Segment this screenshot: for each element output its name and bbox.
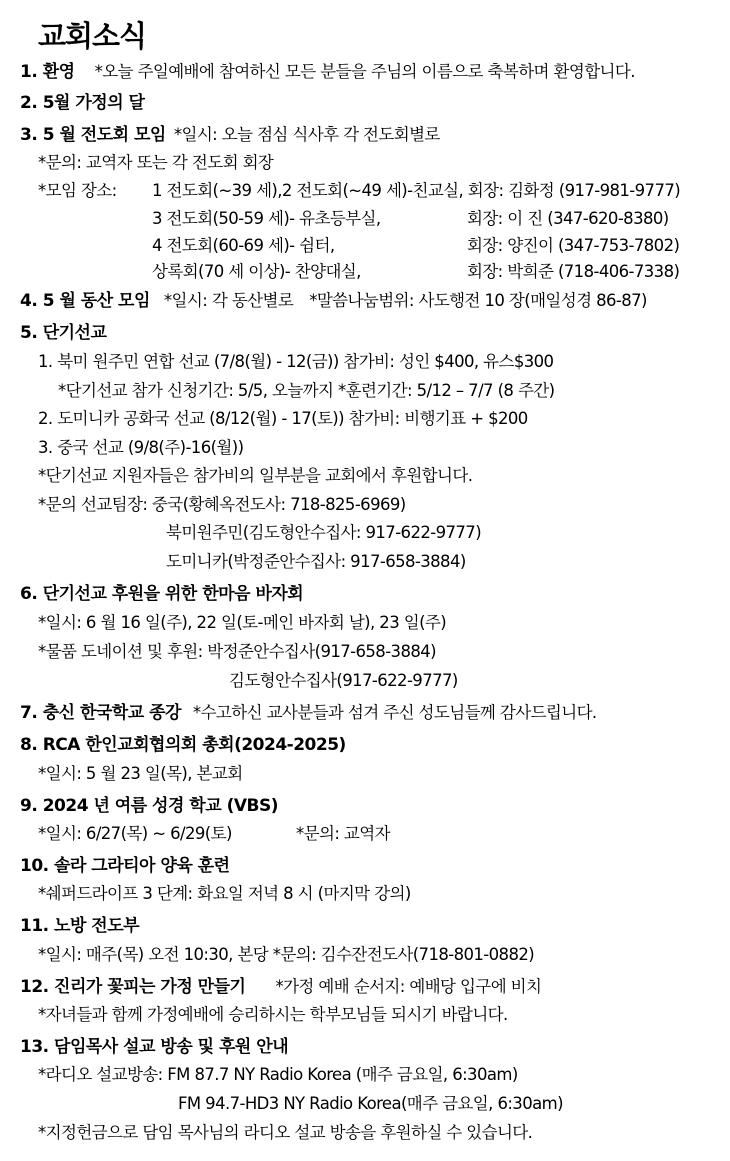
item-11 (20, 915, 139, 937)
item-8-line-1: *일시: 5 월 23 일(목), 본교회 (38, 764, 243, 783)
item-11-heading: 11. 노방 전도부 (20, 916, 140, 936)
item-2-heading: 2. 5월 가정의 달 (20, 93, 145, 113)
item-3-line-10: 회장: 박희준 (718-406-7338) (467, 262, 680, 281)
item-7 (20, 702, 597, 724)
item-3-line-4: 1 전도회(~39 세),2 전도회(~49 세)-친교실, 회장: 김화정 (917-981-9777) (152, 181, 681, 200)
item-13-line-2: FM 94.7-HD3 NY Radio Korea(매주 금요일, 6:30am) (178, 1094, 563, 1113)
item-5-line-5: *단기선교 지원자들은 참가비의 일부분을 교회에서 후원합니다. (38, 466, 473, 485)
item-8-heading: 8. RCA 한인교회협의회 총회(2024-2025) (20, 735, 346, 755)
item-5-heading: 5. 단기선교 (20, 323, 107, 343)
item-5-line-2: *단기선교 참가 신청기간: 5/5, 오늘까지 *훈련기간: 5/12 – 7/7 (8 주간) (58, 381, 555, 400)
item-1-heading: 1. 환영 (20, 62, 75, 82)
item-4-heading: 4. 5 월 동산 모임 (20, 291, 150, 311)
item-12-line-2: *자녀들과 함께 가정예배에 승리하시는 학부모님들 되시기 바랍니다. (38, 1005, 508, 1024)
item-3-line-5: 3 전도회(50-59 세)- 유초등부실, (152, 209, 381, 228)
item-3-line-6: 회장: 이 진 (347-620-8380) (467, 209, 669, 228)
item-10 (20, 855, 230, 877)
item-5-line-3: 2. 도미니카 공화국 선교 (8/12(월) - 17(토)) 참가비: 비행기표 + $200 (38, 409, 528, 428)
item-8 (20, 734, 346, 756)
item-10-line-1: *쉐퍼드라이프 3 단계: 화요일 저녁 8 시 (마지막 강의) (38, 884, 411, 903)
item-5-line-7: 북미원주민(김도형안수집사: 917-622-9777) (166, 523, 482, 542)
item-12-heading: 12. 진리가 꽃피는 가정 만들기 (20, 977, 246, 997)
item-6-line-2: *물품 도네이션 및 후원: 박정준안수집사(917-658-3884) (38, 642, 436, 661)
item-5-line-1: 1. 북미 원주민 연합 선교 (7/8(월) - 12(금)) 참가비: 성인 $400, 유스$300 (38, 352, 554, 371)
item-13 (20, 1036, 288, 1058)
page-title: 교회소식 (38, 19, 147, 53)
item-3-line-8: 회장: 양진이 (347-753-7802) (467, 236, 680, 255)
item-13-line-1: *라디오 설교방송: FM 87.7 NY Radio Korea (매주 금요일, 6:30am) (38, 1065, 518, 1084)
item-9-heading: 9. 2024 년 여름 성경 학교 (VBS) (20, 796, 278, 816)
item-13-heading: 13. 담임목사 설교 방송 및 후원 안내 (20, 1037, 289, 1057)
item-3-heading: 3. 5 월 전도회 모임 (20, 125, 166, 145)
item-3-line-7: 4 전도회(60-69 세)- 쉼터, (152, 236, 335, 255)
item-2 (20, 92, 144, 114)
item-6-heading: 6. 단기선교 후원을 위한 한마음 바자회 (20, 584, 304, 604)
item-1-line-1: *오늘 주일예배에 참여하신 모든 분들을 주님의 이름으로 축복하며 환영합니다. (94, 62, 635, 81)
item-5 (20, 322, 106, 344)
item-5-line-4: 3. 중국 선교 (9/8(주)-16(월)) (38, 438, 244, 457)
item-12-line-1: *가정 예배 순서지: 예배당 입구에 비치 (275, 977, 542, 996)
item-5-line-8: 도미니카(박정준안수집사: 917-658-3884) (166, 552, 466, 571)
item-3-line-2: *문의: 교역자 또는 각 전도회 회장 (38, 153, 274, 172)
item-3-line-9: 상록회(70 세 이상)- 찬양대실, (152, 262, 361, 281)
item-12 (20, 976, 541, 998)
item-11-line-1: *일시: 매주(목) 오전 10:30, 본당 *문의: 김수잔전도사(718-801-0882) (38, 945, 535, 964)
item-4 (20, 290, 647, 312)
item-7-heading: 7. 충신 한국학교 종강 (20, 703, 181, 723)
item-6-line-1: *일시: 6 월 16 일(주), 22 일(토-메인 바자회 날), 23 일(주) (38, 613, 447, 632)
item-4-line-2: *말씀나눔범위: 사도행전 10 장(매일성경 86-87) (309, 291, 647, 310)
item-3-line-3: *모임 장소: (38, 181, 117, 200)
item-5-line-6: *문의 선교팀장: 중국(황혜옥전도사: 718-825-6969) (38, 495, 406, 514)
item-10-heading: 10. 솔라 그라티아 양육 훈련 (20, 856, 230, 876)
item-1 (20, 61, 635, 83)
item-9 (20, 795, 278, 817)
item-6 (20, 583, 303, 605)
item-9-line-2: *문의: 교역자 (296, 824, 390, 843)
item-3 (20, 124, 440, 146)
item-13-line-3: *지정헌금으로 담임 목사님의 라디오 설교 방송을 후원하실 수 있습니다. (38, 1123, 533, 1142)
item-9-line-1: *일시: 6/27(목) ~ 6/29(토) (38, 824, 232, 843)
item-3-line-1: *일시: 오늘 점심 식사후 각 전도회별로 (173, 125, 440, 144)
item-4-line-1: *일시: 각 동산별로 (163, 291, 294, 310)
item-6-line-3: 김도형안수집사(917-622-9777) (229, 671, 458, 690)
item-7-line-1: *수고하신 교사분들과 섬겨 주신 성도님들께 감사드립니다. (192, 703, 597, 722)
